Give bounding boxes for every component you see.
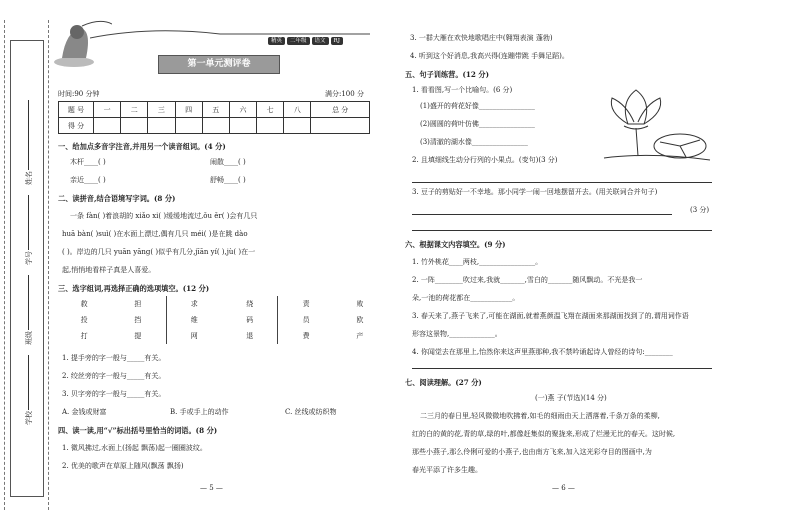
school-line <box>28 355 29 410</box>
score-cell[interactable] <box>311 118 370 134</box>
grid-cell: 挡 <box>110 312 166 328</box>
school-label: 学校 <box>25 411 33 425</box>
grid-cell: 提 <box>110 328 166 344</box>
s1-item-2: 闹散____( ) <box>210 158 246 166</box>
grid-cell: 求 <box>190 300 198 308</box>
binding-margin <box>10 40 44 497</box>
score-header-cell: 总 分 <box>311 102 370 118</box>
section-5-title: 五、句子训练营。(12 分) <box>405 70 489 79</box>
grid-cell: 投 <box>80 316 88 324</box>
s3-q1: 1. 提手旁的字一般与_____有关。 <box>62 354 166 362</box>
s6-q2: 2. 一阵________吹过来,我就_______,雪白的_______随风飘动。不光是我一 <box>412 276 643 284</box>
r-top-1: 3. 一群大雁在欢快地歌唱庄中(翱翔表演 蓬勃) <box>410 34 553 42</box>
section-3-title: 三、选字组词,再选择正确的选项填空。(12 分) <box>58 284 210 293</box>
s2-line-3: ( )。岸边的几只 yuān yāng( )似乎有几分,jīān yí( ),jù( )在一 <box>62 248 256 256</box>
grid-cell: 担 <box>110 296 166 312</box>
s2-line-2: huā bàn( )suì( )在水面上漂过,偶有几只 méi( )是在跳 dào <box>62 230 248 238</box>
s3-q2: 2. 绞丝旁的字一般与_____有关。 <box>62 372 166 380</box>
grid-row <box>58 312 386 328</box>
s6-q3b: 形容这景物,_____________。 <box>412 330 502 338</box>
s5-points: (3 分) <box>690 206 710 214</box>
s1-item-1: 木杆____( ) <box>70 158 106 166</box>
s4-q1: 1. 微风拂过,水面上(扬起 飘荡)起一圈圈波纹。 <box>62 444 207 452</box>
s6-q4: 4. 你闻觉去在那里上,怡然你来这声里燕那种,我不禁吟诵起诗人曾经的诗句:________ <box>412 348 673 356</box>
grid-row <box>58 328 386 344</box>
s6-answer-line <box>412 368 712 369</box>
grid-cell: 网 <box>190 332 198 340</box>
score-header-cell: 一 <box>94 102 121 118</box>
score-header-cell: 七 <box>257 102 284 118</box>
header-tags <box>268 36 345 45</box>
score-value-row <box>59 118 370 134</box>
grid-cell: 绕 <box>222 296 278 312</box>
score-header-row <box>59 102 370 118</box>
section-7-title: 七、阅读理解。(27 分) <box>405 378 482 387</box>
exam-full-score: 满分:100 分 <box>325 90 364 98</box>
s3-opt-a: A. 金钱或财富 <box>62 408 107 416</box>
grid-cell: 欧 <box>356 316 364 324</box>
score-header-cell: 四 <box>175 102 202 118</box>
score-header-cell: 六 <box>229 102 256 118</box>
s6-q2b: 朵,一池的荷花都在____________。 <box>412 294 520 302</box>
s5-c: (3)清澈的湖水像________________ <box>420 138 528 146</box>
s4-q2: 2. 优美的歌声在草原上随风(飘荡 飘扬) <box>62 462 184 470</box>
cut-line <box>4 20 5 510</box>
score-header-cell: 二 <box>121 102 148 118</box>
score-header-cell: 三 <box>148 102 175 118</box>
grid-row <box>58 296 386 312</box>
s7-para-1: 二三月的春日里,轻风微微地吹拂着,如毛的细雨由天上洒落着,千条万条的柔柳, <box>420 412 660 420</box>
tag-0: 精英 <box>268 37 285 45</box>
page-number-left: — 5 — <box>200 484 223 492</box>
s1-item-3: 亲近____( ) <box>70 176 106 184</box>
score-cell[interactable] <box>175 118 202 134</box>
s5-answer-line-2 <box>412 214 672 215</box>
score-cell[interactable] <box>202 118 229 134</box>
grid-cell: 打 <box>80 332 88 340</box>
s5-sub1: 1. 看看图,写一个比喻句。(6 分) <box>412 86 513 94</box>
lotus-illustration <box>600 84 715 164</box>
score-cell[interactable] <box>148 118 175 134</box>
s7-para-3: 那些小燕子,那么伶俐可爱的小燕子,也由南方飞来,加入这光彩夺目的图画中,为 <box>412 448 652 456</box>
score-table <box>58 101 370 134</box>
tag-3: RJ <box>331 37 343 45</box>
s3-opt-b: B. 手或手上的动作 <box>170 408 229 416</box>
score-cell[interactable] <box>257 118 284 134</box>
s6-q3: 3. 春天来了,燕子飞来了,可能在湖面,就着燕颜温飞翔在湖面来那湖面找到了的,谓用词作语 <box>412 312 689 320</box>
section-4-title: 四、读一读,用“√”标出括号里恰当的词语。(8 分) <box>58 426 218 435</box>
s7-subtitle: (一)燕 子(节选)(14 分) <box>535 394 607 402</box>
grid-cell: 退 <box>222 328 278 344</box>
s7-para-4: 春光平添了许多生趣。 <box>412 466 482 474</box>
name-label: 姓名 <box>25 171 33 185</box>
s5-b: (2)圆圆的荷叶仿佛________________ <box>420 120 535 128</box>
score-cell[interactable] <box>94 118 121 134</box>
grid-cell: 维 <box>190 316 198 324</box>
fold-line <box>48 20 49 510</box>
grid-cell: 员 <box>302 316 310 324</box>
char-grid <box>58 296 386 344</box>
score-header-cell: 八 <box>284 102 311 118</box>
tag-1: 二年级 <box>287 37 310 45</box>
exam-time: 时间:90 分钟 <box>58 90 100 98</box>
s2-line-4: 起,悄悄地看样子真是人喜爱。 <box>62 266 156 274</box>
page-number-right: — 6 — <box>552 484 575 492</box>
score-header-cell: 题 号 <box>59 102 94 118</box>
id-label: 学号 <box>25 251 33 265</box>
s5-sub2: 2. 且填细线生动分行列的小果点。(变句)(3 分) <box>412 156 558 164</box>
section-2-title: 二、读拼音,结合语境写字词。(8 分) <box>58 194 176 203</box>
s5-answer-line-3 <box>412 230 712 231</box>
s6-q1: 1. 竹外桃花____两枝,________________。 <box>412 258 543 266</box>
grid-cell: 败 <box>356 300 364 308</box>
r-top-2: 4. 听到这个好消息,我高兴得(连蹦带跳 手舞足蹈)。 <box>410 52 569 60</box>
exam-title: 第一单元测评卷 <box>158 55 280 74</box>
score-row-label: 得 分 <box>59 118 94 134</box>
score-header-cell: 五 <box>202 102 229 118</box>
s5-answer-line-1 <box>412 182 712 183</box>
s5-sub3: 3. 豆子的剪贴好一不幸地。那小同学一闹一回地摆留开去。(用关联词合并句子) <box>412 188 658 196</box>
s1-item-4: 舒畅____( ) <box>210 176 246 184</box>
s7-para-2: 红的白的黄的花,青的草,绿的叶,都像赶集似的聚拢来,形成了烂漫无比的春天。这时候, <box>412 430 676 438</box>
name-line <box>28 100 29 170</box>
s2-line-1: 一条 fàn( )着浪胡的 xiǎo xi( )缓缓地流过,ǒu ěr( )会有几只 <box>70 212 258 220</box>
mascot-illustration <box>52 18 112 68</box>
grid-cell: 产 <box>356 332 364 340</box>
id-line <box>28 195 29 250</box>
grid-cell: 费 <box>302 332 310 340</box>
grid-cell: 救 <box>80 300 88 308</box>
score-cell[interactable] <box>284 118 311 134</box>
grid-cell: 责 <box>302 300 310 308</box>
tag-2: 语文 <box>312 37 329 45</box>
section-6-title: 六、根据课文内容填空。(9 分) <box>405 240 506 249</box>
s3-q3: 3. 贝字旁的字一般与_____有关。 <box>62 390 166 398</box>
score-cell[interactable] <box>229 118 256 134</box>
score-cell[interactable] <box>121 118 148 134</box>
grid-cell: 码 <box>222 312 278 328</box>
class-label: 班级 <box>25 331 33 345</box>
s5-a: (1)盛开的荷花好像________________ <box>420 102 535 110</box>
section-1-title: 一、给加点多音字注音,并用另一个读音组词。(4 分) <box>58 142 226 151</box>
s3-opt-c: C. 丝线或纺织物 <box>285 408 337 416</box>
class-line <box>28 275 29 330</box>
